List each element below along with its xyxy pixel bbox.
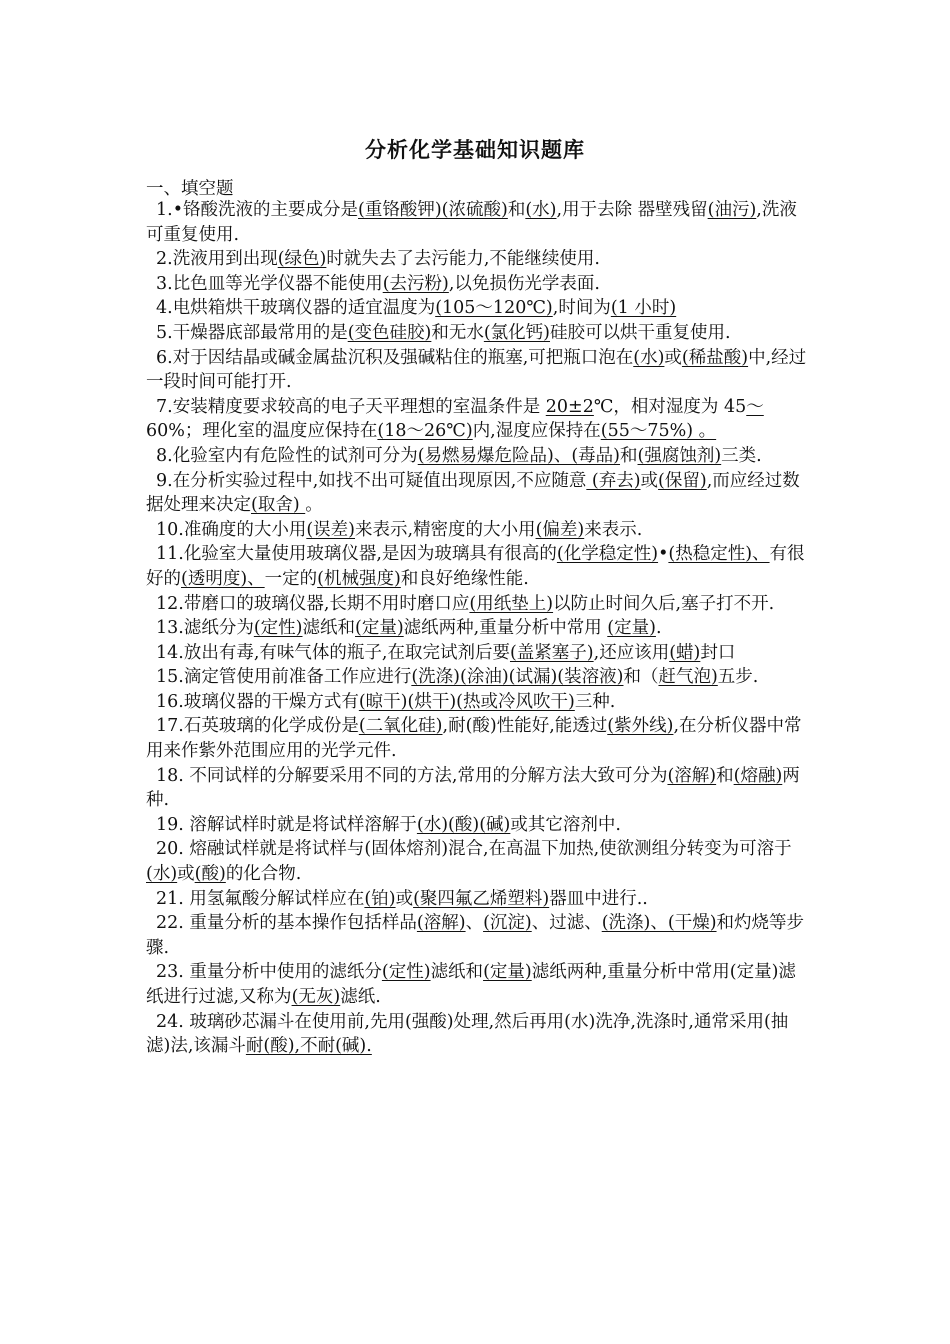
answer-text: (无灰) [291, 987, 341, 1007]
question-text: 或 [177, 864, 195, 885]
answer-text: (取舍) [251, 495, 306, 516]
answer-text: (透明度)、 [181, 568, 265, 589]
answer-text: (紫外线) [607, 716, 674, 737]
answer-text: (强腐蚀剂) [637, 445, 722, 466]
answer-text: (洗涤)、(干燥) [601, 913, 717, 934]
question-text: 以防止时间久后,塞子打不开. [553, 593, 775, 614]
answer-text: (变色硅胶) [347, 322, 432, 343]
question-text: 或其它溶剂中. [510, 814, 621, 835]
question-text: 6.对于因结晶或碱金属盐沉积及强碱粘住的瓶塞,可把瓶口泡在 [156, 347, 634, 368]
question-text: ,在分析仪器中常用来作紫外范围应用的光学元件. [146, 716, 802, 762]
answer-text: (水) [146, 864, 178, 885]
question-item [146, 296, 810, 321]
question-text: 15.滴定管使用前准备工作应进行 [156, 667, 412, 688]
question-item [146, 395, 810, 444]
answer-text: (聚四氟乙烯塑料) [413, 888, 550, 909]
answer-text: (洗涤)(涂油)(试漏)(装溶液) [411, 667, 624, 688]
question-text: 、过滤、 [531, 913, 602, 934]
section-heading: 一、填空题 [146, 179, 234, 199]
question-text: 10.准确度的大小用 [156, 519, 307, 540]
question-item [146, 346, 810, 395]
question-text: 时就失去了去污能力,不能继续使用. [326, 249, 600, 270]
question-text: 8.化验室内有危险性的试剂可分为 [156, 445, 418, 466]
answer-text: (易燃易爆危险品)、(毒品) [417, 445, 621, 466]
question-text: 24. 玻璃砂芯漏斗在使用前,先用(强酸)处理,然后再用(水)洗净,洗涤时,通常采用(抽滤)法,该漏斗 [146, 1011, 789, 1057]
question-text: 和无水 [431, 322, 484, 343]
question-item [146, 469, 810, 518]
answer-text: (定量) [607, 618, 656, 639]
question-item [146, 1010, 810, 1059]
question-item [146, 837, 810, 886]
answer-text: (18～26℃) [377, 421, 473, 442]
answer-text: (化学稳定性) [556, 544, 659, 565]
question-text: 。 [305, 495, 323, 516]
question-text: 内,湿度应保持在 [472, 421, 601, 442]
question-text: 一定的 [264, 568, 318, 589]
answer-text: (重铬酸钾)(浓硫酸) [358, 200, 508, 220]
question-text: 的化合物. [225, 864, 302, 885]
answer-text: (稀盐酸) [681, 347, 749, 368]
answer-text: (水) [525, 200, 557, 220]
question-text: • [658, 544, 669, 565]
question-text: ,以免损伤光学表面. [448, 273, 600, 294]
answer-text: (沉淀) [483, 913, 532, 934]
question-item [146, 641, 810, 666]
answer-text: (定量) [355, 618, 404, 639]
answer-text: (1 小时) [610, 298, 677, 319]
answer-text: (晾干)(烘干)(热或冷风吹干) [358, 691, 575, 712]
question-item [146, 616, 810, 641]
answer-text: (氯化钙) [483, 322, 551, 343]
answer-text: (蜡) [669, 642, 701, 663]
question-text: ,还应该用 [593, 642, 670, 663]
question-text: 滤纸. [340, 987, 381, 1007]
question-item [146, 714, 810, 763]
question-item [146, 592, 810, 617]
answer-text: (定量) [483, 962, 532, 983]
answer-text: (去污粉) [382, 273, 449, 294]
question-item [146, 321, 810, 346]
page-title: 分析化学基础知识题库 [365, 137, 585, 162]
question-text: 14.放出有毒,有味气体的瓶子,在取完试剂后要 [156, 642, 510, 663]
question-text: 、 [465, 913, 484, 934]
question-text: 和 [716, 765, 734, 786]
question-text: 和良好绝缘性能. [400, 568, 529, 589]
question-text: 1.•铬酸洗液的主要成分是 [156, 200, 359, 220]
question-item [146, 887, 810, 912]
question-text: 或 [640, 470, 659, 491]
question-text: 和 [507, 200, 526, 220]
answer-text: (盖紧塞子) [509, 642, 594, 663]
answer-text: (水) [633, 347, 665, 368]
question-item [146, 247, 810, 272]
question-text: 16.玻璃仪器的干燥方式有 [156, 691, 359, 712]
answer-text: (机械强度) [317, 568, 401, 589]
answer-text: (保留) [658, 470, 707, 491]
question-item [146, 960, 810, 1009]
question-text: 来表示,精密度的大小用 [355, 519, 536, 540]
question-text: 滤纸两种,重量分析中常用 [403, 618, 608, 639]
question-text: 19. 溶解试样时就是将试样溶解于 [156, 814, 417, 835]
answer-text: (铂) [364, 888, 396, 909]
answer-text: (油污) [707, 200, 757, 220]
question-item [146, 665, 810, 690]
question-item [146, 813, 810, 838]
question-text: 和灼烧等步骤. [146, 913, 805, 958]
answer-text: (熔融) [733, 765, 783, 786]
question-item [146, 542, 810, 591]
question-text: 中,经过一段时间可能打开. [146, 347, 807, 393]
question-text: 来表示. [584, 519, 643, 540]
question-text: 12.带磨口的玻璃仪器,长期不用时磨口应 [156, 593, 470, 614]
question-text: 18. 不同试样的分解要采用不同的方法,常用的分解方法大致可分为 [156, 765, 668, 786]
question-text: 22. 重量分析的基本操作包括样品 [156, 913, 417, 934]
answer-text: (55～75%) 。 [600, 421, 717, 442]
question-text: 硅胶可以烘干重复使用. [550, 322, 731, 343]
answer-text: (绿色) [277, 249, 327, 270]
question-item [146, 764, 810, 813]
question-text: ,而应经过数据处理来决定 [146, 470, 800, 516]
question-text: 9.在分析实验过程中,如找不出可疑值出现原因,不应随意 [156, 470, 587, 491]
answer-text: 赶气泡) [658, 667, 718, 688]
question-text: 器皿中进行.. [549, 888, 648, 909]
question-text: 两种. [146, 765, 800, 811]
answer-text: (溶解) [416, 913, 466, 934]
question-text: 封口 [700, 642, 736, 663]
answer-text: (用纸垫上) [469, 593, 554, 614]
question-text: 60%；理化室的温度应保持在 [146, 421, 378, 442]
question-item [146, 198, 810, 247]
question-text: 或 [664, 347, 682, 368]
question-text: ,用于去除 器壁残留 [556, 200, 708, 220]
question-text: 20. 熔融试样就是将试样与(固体熔剂)混合,在高温下加热,使欲测组分转变为可溶于 [156, 839, 792, 860]
question-text: . [655, 618, 662, 639]
question-text: 2.洗液用到出现 [156, 249, 278, 270]
question-text: 滤纸和 [430, 962, 484, 983]
answer-text: (定性) [381, 962, 431, 983]
answer-text: (偏差) [535, 519, 585, 540]
answer-text: 耐(酸),不耐(碱). [245, 1036, 372, 1057]
question-text: 13.滤纸分为 [156, 618, 254, 639]
question-text: 三种. [574, 691, 616, 712]
question-text: 和 [620, 445, 638, 466]
answer-text: 20±2 [545, 396, 594, 417]
answer-text: ～ [746, 396, 764, 417]
answer-text: (105～120℃) [435, 298, 553, 319]
answer-text: (酸) [194, 864, 226, 885]
question-text: 滤纸和 [302, 618, 355, 639]
question-text: ℃，相对湿度为 45 [593, 396, 747, 417]
question-text: 五步. [717, 667, 759, 688]
question-text: 滤纸两种,重量分析中常用(定量)滤纸进行过滤,又称为 [146, 962, 796, 1007]
question-text: 23. 重量分析中使用的滤纸分 [156, 962, 382, 983]
question-item [146, 911, 810, 960]
question-text: 和（ [623, 667, 659, 688]
question-text: 3.比色皿等光学仪器不能使用 [156, 273, 383, 294]
question-item [146, 444, 810, 469]
question-text: 或 [395, 888, 414, 909]
question-item [146, 690, 810, 715]
question-text: 有很好的 [146, 544, 805, 589]
question-text: ,耐(酸)性能好,能透过 [442, 716, 608, 737]
question-text: ,洗液可重复使用. [146, 200, 797, 245]
question-list [146, 198, 810, 1059]
question-item [146, 272, 810, 297]
question-text: 4.电烘箱烘干玻璃仪器的适宜温度为 [156, 298, 436, 319]
question-text: 三类. [721, 445, 762, 466]
question-text: 21. 用氢氟酸分解试样应在 [156, 888, 365, 909]
question-text: 7.安装精度要求较高的电子天平理想的室温条件是 [156, 396, 546, 417]
question-text: 5.干燥器底部最常用的是 [156, 322, 348, 343]
answer-text: (定性) [253, 618, 303, 639]
answer-text: (溶解) [667, 765, 717, 786]
answer-text: (误差) [306, 519, 355, 540]
answer-text: (水)(酸)(碱) [416, 814, 511, 835]
answer-text: (二氧化硅) [358, 716, 443, 737]
question-text: ,时间为 [552, 298, 611, 319]
question-text: 17.石英玻璃的化学成份是 [156, 716, 359, 737]
answer-text: (弃去) [586, 470, 641, 491]
question-item [146, 518, 810, 543]
question-text: 11.化验室大量使用玻璃仪器,是因为玻璃具有很高的 [156, 544, 557, 565]
answer-text: (热稳定性)、 [668, 544, 770, 565]
